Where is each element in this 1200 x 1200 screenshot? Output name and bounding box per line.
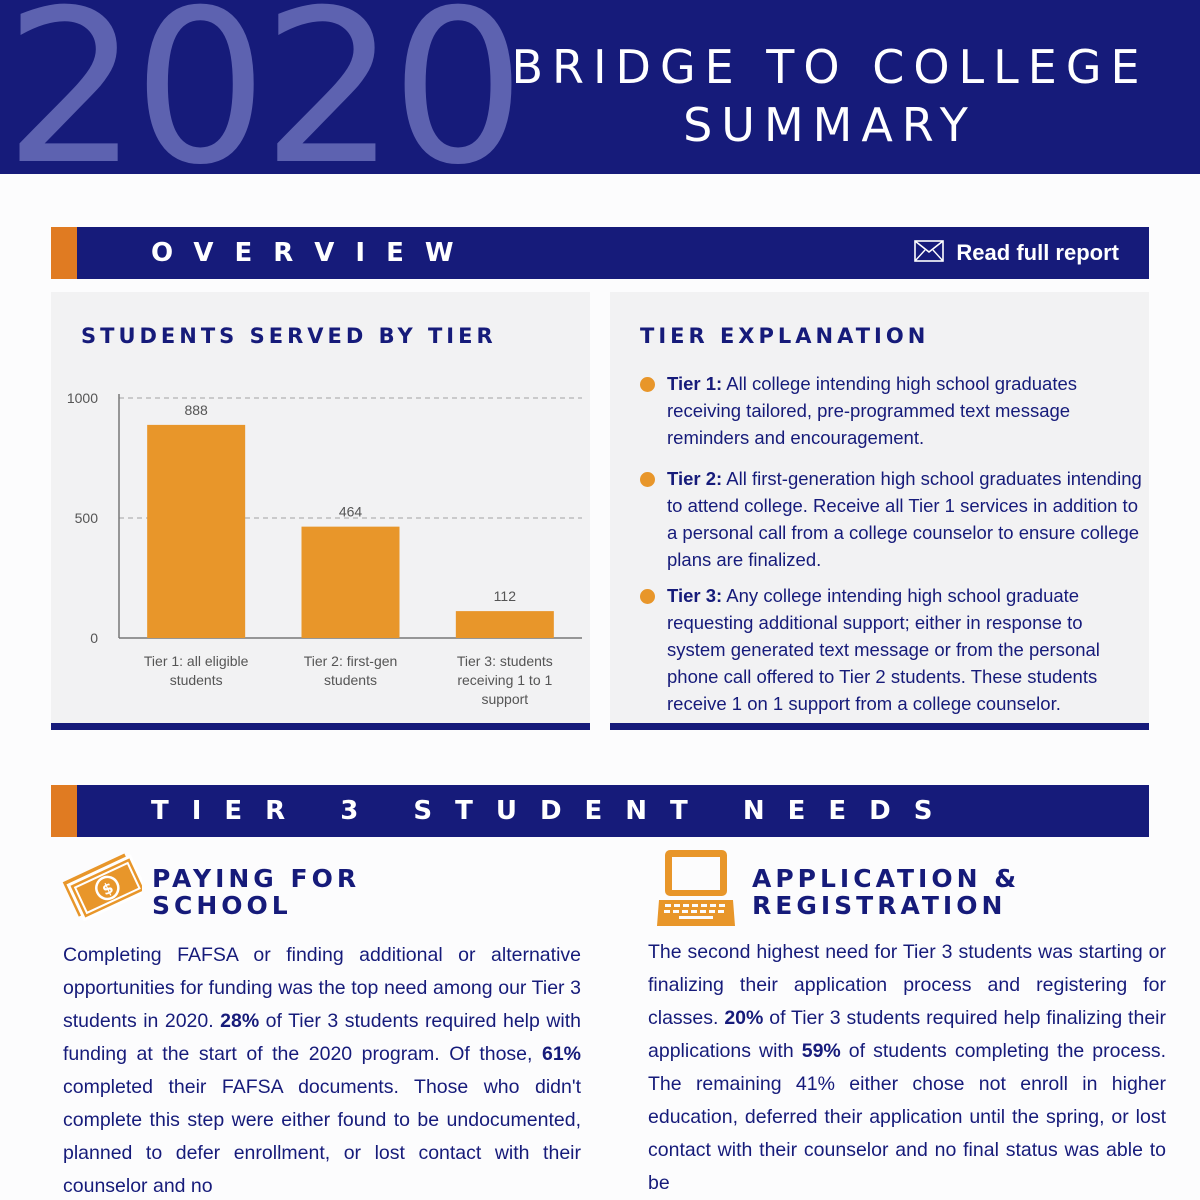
- application-text-2: of Tier 3 students required help finalizing their applications with: [648, 1007, 1166, 1062]
- bar-chart: [51, 292, 590, 723]
- read-full-report-label: Read full report: [956, 240, 1119, 265]
- application-body: [648, 936, 1166, 1200]
- needs-section-bar: [51, 785, 1149, 837]
- x-tick-label-line: support: [481, 691, 529, 707]
- data-label: 464: [338, 503, 363, 520]
- tier-item-text: All college intending high school graduates receiving tailored, pre-programmed text message reminders and encouragement.: [667, 373, 1078, 448]
- bar: [302, 527, 400, 638]
- paying-stat-2: 61%: [541, 1043, 581, 1065]
- paying-text-3: completed their FAFSA documents. Those who didn't complete this step were either found to be undocumented, planned to defer enrollment, or lost contact with their counselor and no: [63, 1076, 581, 1197]
- chart-title: STUDENTS SERVED BY TIER: [81, 324, 497, 348]
- page-header: [0, 0, 1200, 174]
- envelope-icon: [914, 240, 944, 266]
- tier-item: [640, 582, 1145, 717]
- needs-accent: [51, 785, 77, 837]
- y-tick-label: 500: [74, 510, 98, 526]
- application-stat-2: 59%: [801, 1040, 841, 1062]
- tier-item: [640, 370, 1145, 451]
- bullet-dot-icon: [640, 377, 655, 392]
- x-tick-label-line: receiving 1 to 1: [457, 672, 553, 688]
- header-title-line1: BRIDGE TO COLLEGE: [511, 40, 1149, 94]
- x-tick-label: [457, 653, 553, 707]
- application-heading-line2: REGISTRATION: [752, 891, 1007, 920]
- y-tick-label: 1000: [66, 390, 98, 406]
- application-text-3: of students completing the process. The remaining 41% either chose not enroll in higher education, deferred their application until the spring, or lost contact with their counselor and no final status was able to be: [648, 1040, 1167, 1194]
- y-tick-label: 0: [90, 630, 98, 646]
- application-heading: [752, 865, 1020, 919]
- header-title-line2: SUMMARY: [683, 98, 977, 152]
- x-tick-label: [144, 653, 249, 688]
- overview-accent: [51, 227, 77, 279]
- bullet-dot-icon: [640, 472, 655, 487]
- x-tick-label-line: Tier 3: students: [456, 653, 553, 669]
- needs-label: TIER 3 STUDENT NEEDS: [151, 796, 956, 826]
- application-stat-1: 20%: [724, 1007, 764, 1029]
- application-text-1: The second highest need for Tier 3 students was starting or finalizing their application process and registering for classes.: [648, 941, 1166, 1029]
- x-tick-label: [304, 653, 398, 688]
- tier-list: [640, 370, 1145, 717]
- tier-panel-title: TIER EXPLANATION: [640, 324, 930, 348]
- read-full-report-link[interactable]: [914, 227, 1119, 279]
- data-label: 888: [184, 401, 208, 418]
- paying-text-2: of Tier 3 students required help with funding at the start of the 2020 program. Of those,: [63, 1010, 582, 1065]
- paying-heading: [152, 865, 360, 919]
- money-icon: [62, 846, 142, 930]
- overview-label: OVERVIEW: [151, 238, 475, 268]
- svg-text:$: $: [99, 878, 117, 900]
- tier-item: [640, 465, 1145, 573]
- tier-panel: [610, 292, 1149, 730]
- bar: [456, 611, 554, 638]
- bar: [147, 425, 245, 638]
- laptop-icon: [655, 848, 737, 934]
- tier-item-lead: Tier 1:: [667, 373, 723, 394]
- data-label: 112: [493, 588, 516, 605]
- header-year: 2020: [4, 0, 520, 174]
- paying-text-1: Completing FAFSA or finding additional or alternative opportunities for funding was the top need among our Tier 3 students in 2020.: [63, 944, 581, 1032]
- tier-item-lead: Tier 2:: [667, 468, 723, 489]
- tier-item-text: Any college intending high school graduate requesting additional support; either in response to system generated text message or from the personal phone call offered to Tier 2 students. These students receive 1 on 1 support from a college counselor.: [667, 585, 1100, 714]
- paying-stat-1: 28%: [220, 1010, 260, 1032]
- x-tick-label-line: students: [324, 672, 377, 688]
- tier-item-text: All first-generation high school graduates intending to attend college. Receive all Tier 1 services in addition to a personal call from a college counselor to ensure college plans are finalized.: [667, 468, 1142, 570]
- chart-panel: [51, 292, 590, 730]
- overview-section-bar: [51, 227, 1149, 279]
- paying-heading-line2: SCHOOL: [152, 891, 292, 920]
- paying-heading-line1: PAYING FOR: [152, 864, 361, 893]
- x-tick-label-line: Tier 1: all eligible: [143, 653, 249, 669]
- x-tick-label-line: Tier 2: first-gen: [303, 653, 398, 669]
- paying-body: [63, 939, 581, 1200]
- x-tick-label-line: students: [169, 672, 223, 688]
- tier-item-lead: Tier 3:: [667, 585, 723, 606]
- bullet-dot-icon: [640, 589, 655, 604]
- application-heading-line1: APPLICATION &: [752, 864, 1021, 893]
